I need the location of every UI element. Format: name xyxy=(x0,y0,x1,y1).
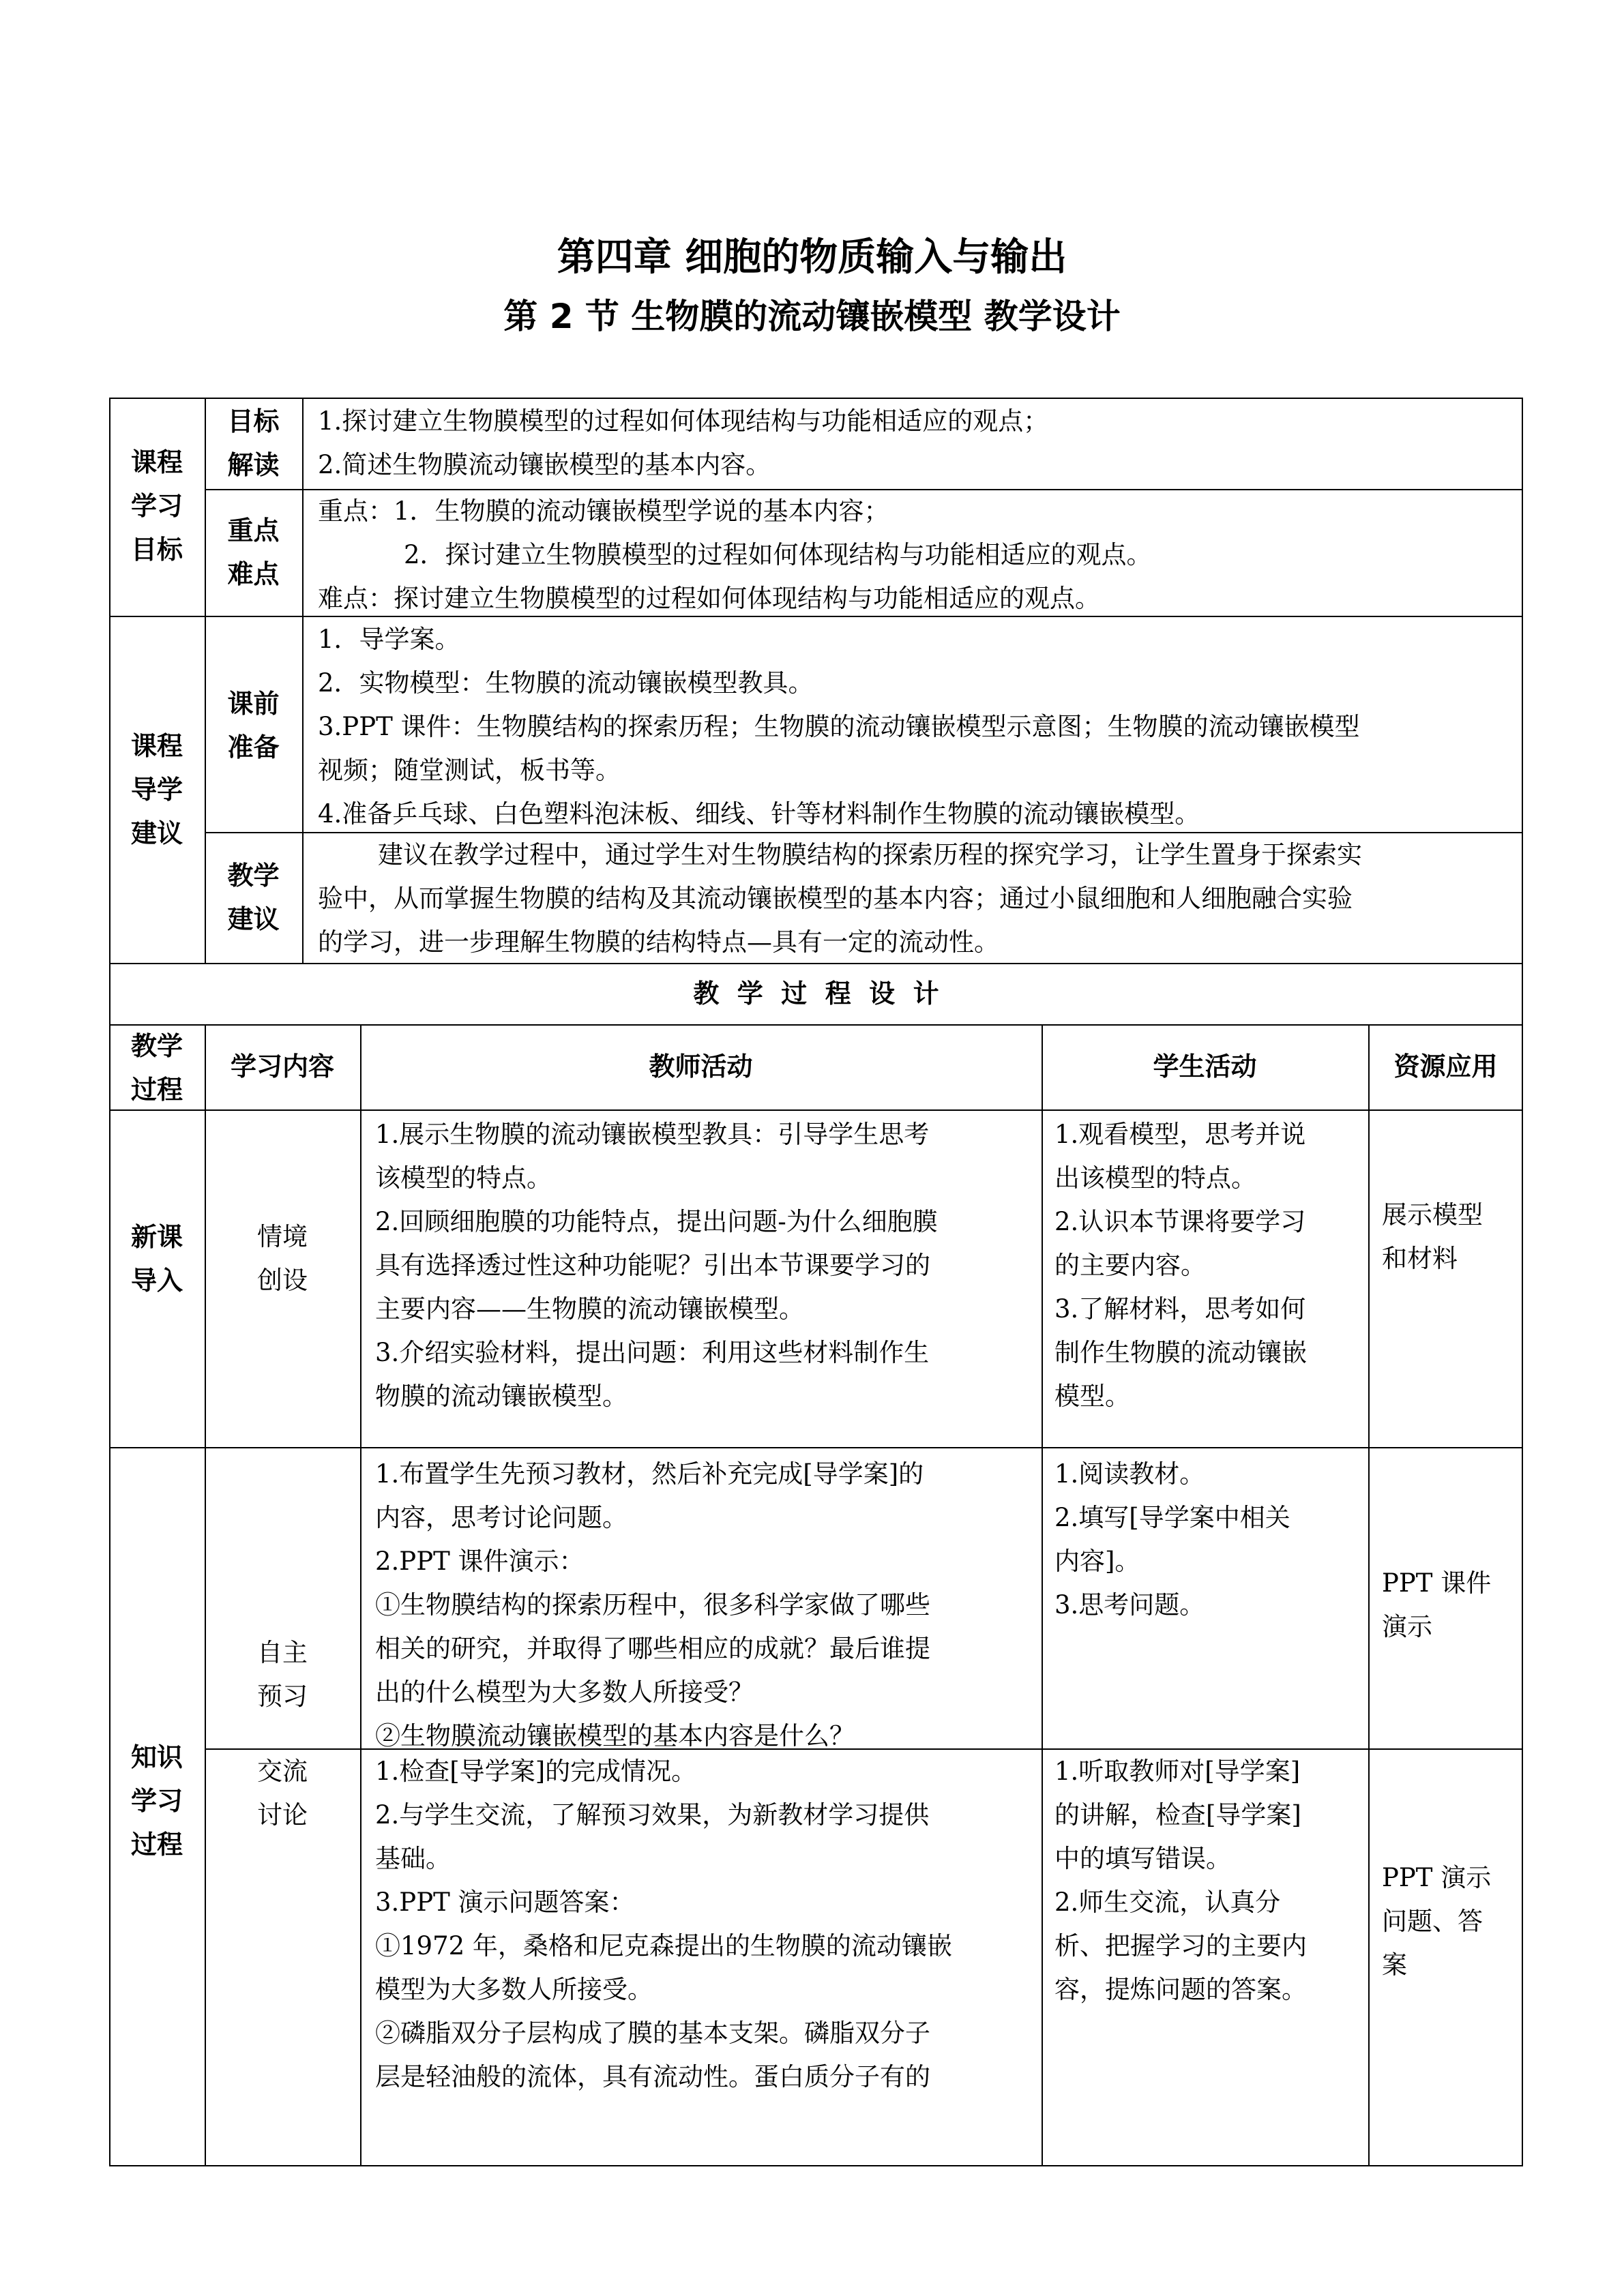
discussion-student: 1.听取教师对[导学案] 的讲解，检查[导学案] 中的填写错误。 2.师生交流，认真分 析、把握学习的主要内 容，提炼问题的答案。 xyxy=(1054,1757,1307,2004)
header-stage: 教学 过程 xyxy=(130,1031,183,1105)
key-label: 重点 难点 xyxy=(227,516,280,589)
chapter-title: 第四章 细胞的物质输入与输出 xyxy=(557,235,1067,280)
header-student: 学生活动 xyxy=(1153,1052,1257,1082)
goal-text: 1.探讨建立生物膜模型的过程如何体现结构与功能相适应的观点； 2.简述生物膜流动镶嵌模型的基本内容。 xyxy=(318,406,1049,479)
intro-teacher: 1.展示生物膜的流动镶嵌模型教具：引导学生思考 该模型的特点。 2.回顾细胞膜的功能特点，提出问题-为什么细胞膜 具有选择透过性这种功能呢？引出本节课要学习的 主要内容——生物膜的流动镶嵌模型。 3.介绍实验材料，提出问题：利用这些材料制作生 物膜的流动镶嵌模型。 xyxy=(375,1120,938,1411)
intro-stage: 新课 导入 xyxy=(130,1222,183,1296)
self-study-student: 1.阅读教材。 2.填写[导学案中相关 内容]。 3.思考问题。 xyxy=(1054,1459,1290,1620)
advice-text: 建议在教学过程中，通过学生对生物膜结构的探索历程的探究学习，让学生置身于探索实 验中，从而掌握生物膜的结构及其流动镶嵌模型的基本内容；通过小鼠细胞和人细胞融合实验 的学习，进一步理解生物膜的结构特点—具有一定的流动性。 xyxy=(318,840,1362,957)
intro-resource: 展示模型 和材料 xyxy=(1382,1200,1483,1273)
section-title: 第 2 节 生物膜的流动镶嵌模型 教学设计 xyxy=(503,297,1121,336)
self-study-resource: PPT 课件 演示 xyxy=(1382,1568,1492,1641)
intro-content: 情境 创设 xyxy=(257,1222,308,1295)
self-study-teacher: 1.布置学生先预习教材，然后补充完成[导学案]的 内容，思考讨论问题。 2.PPT 课件演示： ①生物膜结构的探索历程中，很多科学家做了哪些 相关的研究，并取得了哪些相应的成就？最后谁提 出的什么模型为大多数人所接受？ ②生物膜流动镶嵌模型的基本内容是什么？ xyxy=(375,1459,930,1750)
discussion-teacher: 1.检查[导学案]的完成情况。 2.与学生交流，了解预习效果，为新教材学习提供 基础。 3.PPT 演示问题答案： ①1972 年，桑格和尼克森提出的生物膜的流动镶嵌 模型为大多数人所接受。 ②磷脂双分子层构成了膜的基本支架。磷脂双分子 层是轻油般的流体，具有流动性。蛋白质分子有的 xyxy=(375,1757,952,2091)
key-text: 重点：1．生物膜的流动镶嵌模型学说的基本内容； 2．探讨建立生物膜模型的过程如何体现结构与功能相适应的观点。 难点：探讨建立生物膜模型的过程如何体现结构与功能相适应的观点。 xyxy=(318,496,1152,613)
prep-label: 课前 准备 xyxy=(227,689,280,762)
self-study-content: 自主 预习 xyxy=(257,1638,308,1711)
goal-label: 目标 解读 xyxy=(227,406,280,480)
discussion-resource: PPT 演示 问题、答 案 xyxy=(1382,1863,1492,1980)
advice-label: 教学 建议 xyxy=(227,861,280,934)
guidance-group-label: 课程 导学 建议 xyxy=(130,731,183,848)
intro-student: 1.观看模型，思考并说 出该模型的特点。 2.认识本节课将要学习 的主要内容。 3.了解材料，思考如何 制作生物膜的流动镶嵌 模型。 xyxy=(1054,1120,1307,1411)
header-content: 学习内容 xyxy=(230,1052,334,1082)
discussion-content: 交流 讨论 xyxy=(257,1757,308,1830)
knowledge-stage: 知识 学习 过程 xyxy=(130,1742,183,1860)
prep-text: 1．导学案。 2．实物模型：生物膜的流动镶嵌模型教具。 3.PPT 课件：生物膜结构的探索历程；生物膜的流动镶嵌模型示意图；生物膜的流动镶嵌模型 视频；随堂测试，板书等。 4.准备乒乓球、白色塑料泡沫板、细线、针等材料制作生物膜的流动镶嵌模型。 xyxy=(318,625,1360,829)
header-teacher: 教师活动 xyxy=(649,1052,753,1082)
process-banner: 教 学 过 程 设 计 xyxy=(693,979,939,1009)
header-resource: 资源应用 xyxy=(1393,1052,1498,1082)
objectives-group-label: 课程 学习 目标 xyxy=(130,447,183,565)
